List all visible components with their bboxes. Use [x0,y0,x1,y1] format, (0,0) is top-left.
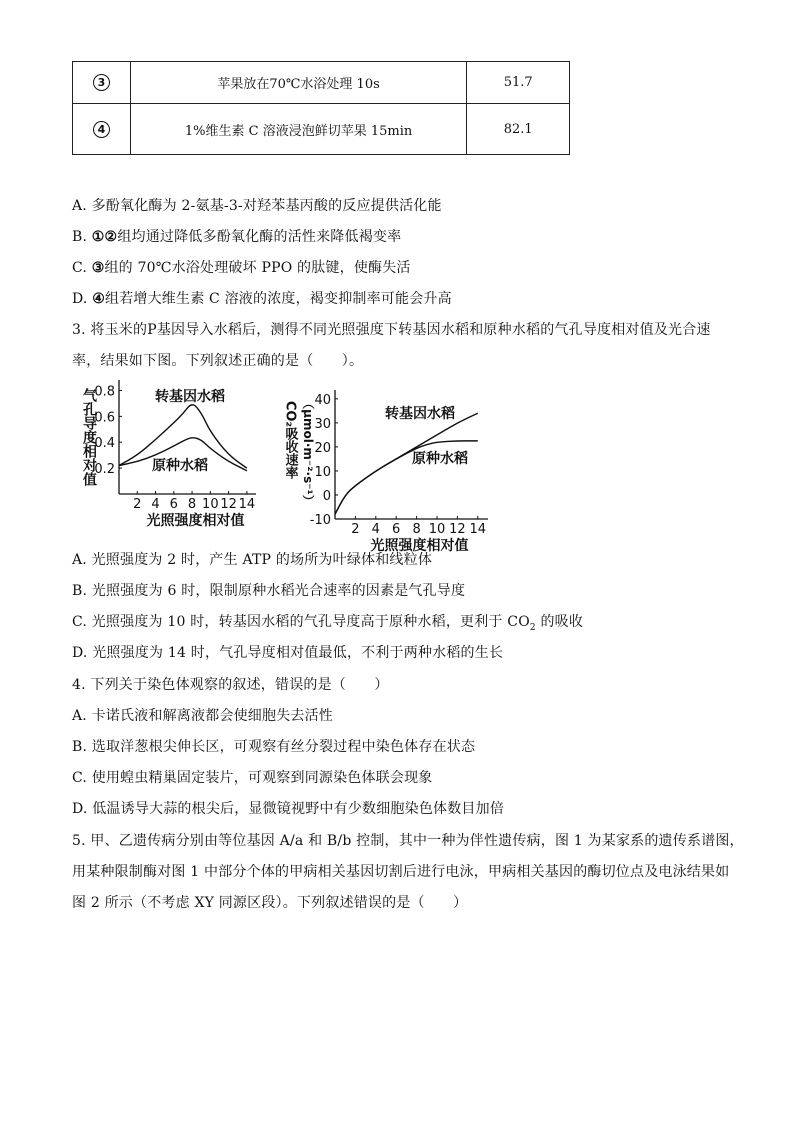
q3-option-d: D. 光照强度为 14 时，气孔导度相对值最低，不利于两种水稻的生长 [72,645,504,661]
x-tick-label: 10 [428,522,446,537]
stomatal-conductance-chart [81,380,256,529]
x-tick-label: 4 [151,497,160,512]
circled-group: ④ [92,291,105,307]
y-tick-label: 0.4 [94,436,115,452]
y-tick-label: 0 [322,488,331,504]
y-tick-label: 30 [314,416,331,432]
q5-line2: 用某种限制酶对图 1 中部分个体的甲病相关基因切割后进行电泳，甲病相关基因的酶切位点及电泳结果如 [72,864,730,880]
q3-option-c: C. 光照强度为 10 时，转基因水稻的气孔导度高于原种水稻，更利于 $CO_2$ 的吸收 [72,614,584,633]
table-cell-value: 51.7 [467,62,570,104]
q5-line1: 5. 甲、乙遗传病分别由等位基因 A/a 和 B/b 控制，其中一种为伴性遗传病，图 1 为某家系的遗传系谱图， [72,833,744,849]
x-tick-label: 8 [412,522,421,537]
y-tick-label: 10 [314,464,331,480]
q4-option-d: D. 低温诱导大蒜的根尖后，显微镜视野中有少数细胞染色体数目加倍 [72,801,505,817]
y-axis-title: 气孔导度相对值 [81,388,97,486]
circled-number: 4 [93,121,110,138]
series-label: 转基因水稻 [385,406,455,422]
series-label: 转基因水稻 [155,389,225,405]
x-axis-title: 光照强度相对值 [146,513,245,529]
y-tick-label: 40 [314,392,331,408]
table-cell-desc: 苹果放在70℃水浴处理 10s [130,62,467,104]
table-row [73,104,570,155]
co2-uptake-chart [283,390,489,554]
q4-option-a: A. 卡诺氏液和解离液都会使细胞失去活性 [72,708,334,724]
result-table [72,61,570,155]
series-label: 原种水稻 [412,451,468,467]
x-axis-title: 光照强度相对值 [370,538,469,554]
x-tick-label: 12 [220,497,237,512]
y-tick-label: 20 [314,440,331,456]
x-tick-label: 14 [469,522,487,537]
y-tick-label: 0.6 [94,410,115,426]
x-tick-label: 6 [392,522,401,537]
q5-line3: 图 2 所示（不考虑 XY 同源区段）。下列叙述错误的是（ ） [72,895,468,911]
y-axis-title-line1: CO₂吸收速率 [282,400,298,480]
q2-option-a: A. 多酚氧化酶为 2-氨基-3-对羟苯基丙酸的反应提供活化能 [72,198,442,214]
q2-option-d: D. ④组若增大维生素 C 溶液的浓度，褐变抑制率可能会升高 [72,291,452,307]
q4-option-c: C. 使用蝗虫精巢固定装片，可观察到同源染色体联会现象 [72,770,433,786]
x-tick-label: 12 [449,522,466,537]
circled-group: ③ [91,260,105,276]
q3-stem-line2: 率，结果如下图。下列叙述正确的是（ ）。 [72,353,364,369]
table-row [73,62,570,104]
x-tick-label: 6 [169,497,178,512]
table-cell-value: 82.1 [467,104,570,155]
y-tick-label: 0.2 [94,462,115,478]
q3-option-b: B. 光照强度为 6 时，限制原种水稻光合速率的因素是气孔导度 [72,583,466,599]
x-tick-label: 10 [202,497,219,512]
q3-option-a: A. 光照强度为 2 时，产生 ATP 的场所为叶绿体和线粒体 [72,552,433,568]
circled-number: 3 [93,74,110,91]
series-label: 原种水稻 [152,458,208,474]
y-tick-label: 0.8 [94,384,115,400]
q3-stem-line1: 3. 将玉米的P基因导入水稻后，测得不同光照强度下转基因水稻和原种水稻的气孔导度相对值及光合速 [72,322,711,338]
circled-group: ①② [91,229,118,245]
q3-figures [70,380,510,554]
x-tick-label: 4 [371,522,380,537]
q2-option-c: C. ③组的 70℃水浴处理破坏 PPO 的肽键，使酶失活 [72,260,411,276]
q4-stem: 4. 下列关于染色体观察的叙述，错误的是（ ） [72,677,389,693]
x-tick-label: 8 [187,497,197,512]
table-cell-desc: 1%维生素 C 溶液浸泡鲜切苹果 15min [130,104,467,155]
y-tick-label: -10 [309,513,331,528]
q2-option-b: B. ①②组均通过降低多酚氧化酶的活性来降低褐变率 [72,229,402,245]
x-tick-label: 2 [133,497,142,512]
x-tick-label: 2 [351,522,360,537]
q4-option-b: B. 选取洋葱根尖伸长区，可观察有丝分裂过程中染色体存在状态 [72,739,476,755]
x-tick-label: 14 [238,497,256,512]
y-axis-title-line2: （μmol·m⁻²·s⁻¹） [301,397,315,507]
